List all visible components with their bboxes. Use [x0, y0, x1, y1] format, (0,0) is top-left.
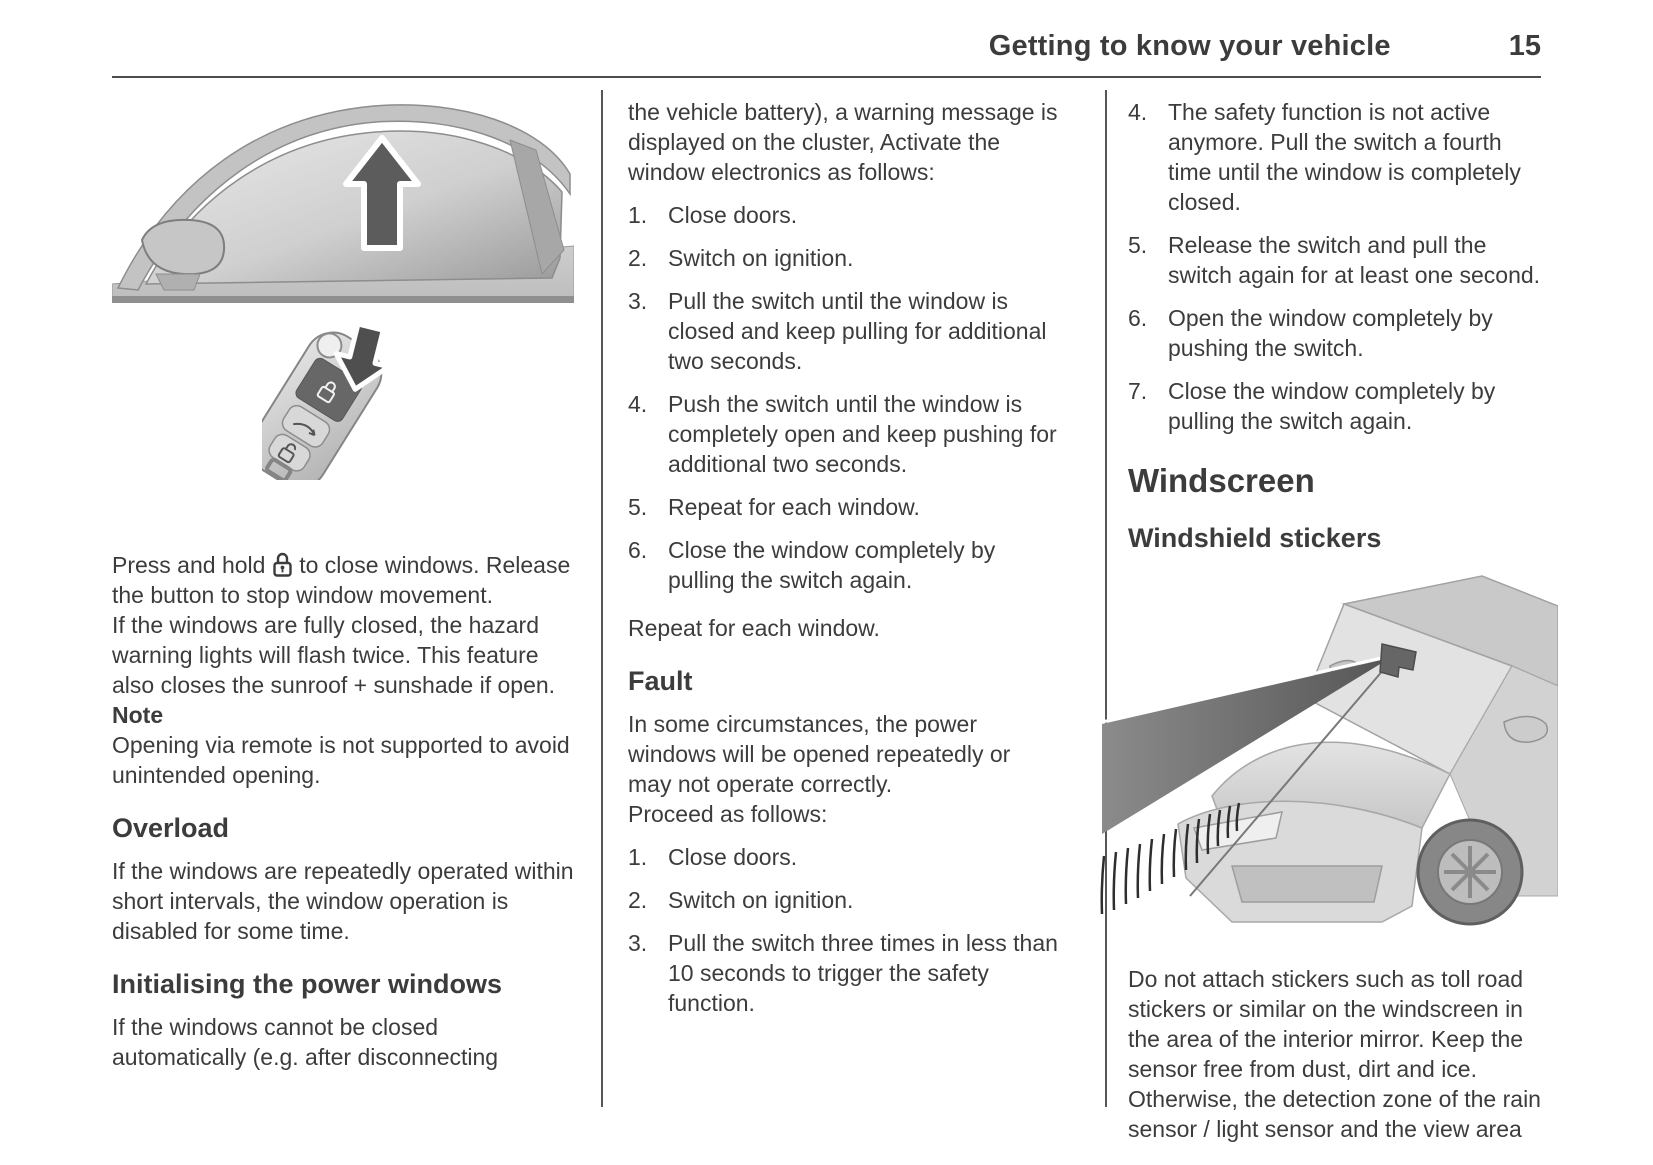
- list-number: 1.: [628, 844, 648, 870]
- list-number: 3.: [628, 288, 648, 314]
- stickers-paragraph: Do not attach stickers such as toll road stickers or similar on the windscreen in the area of the interior mirror. Keep the sensor free from dust, dirt and ice. Otherwise, the detection zone of the rain sensor / light sensor and the view area: [1128, 966, 1541, 1142]
- list-item: [628, 286, 1060, 376]
- column-3: [1128, 88, 1548, 1144]
- column-1: [112, 88, 574, 1072]
- fault-paragraph: In some circumstances, the power windows will be opened repeatedly or may not operate correctly.: [628, 711, 1011, 797]
- list-item: [1128, 230, 1548, 290]
- car-grille: [1232, 866, 1382, 902]
- activate-steps-list: [628, 200, 1060, 595]
- list-number: 4.: [1128, 99, 1148, 125]
- overload-paragraph: If the windows are repeatedly operated within short intervals, the window operation is disabled for some time.: [112, 858, 574, 944]
- list-number: 6.: [628, 537, 648, 563]
- header-rule: [112, 76, 1541, 78]
- list-number: 2.: [628, 245, 648, 271]
- list-text: Switch on ignition.: [668, 245, 854, 271]
- hazard-flash-paragraph: If the windows are fully closed, the hazard warning lights will flash twice. This feature also closes the sunroof + sunshade if open.: [112, 612, 556, 698]
- list-text: The safety function is not active anymore. Pull the switch a fourth time until the window is completely closed.: [1168, 99, 1521, 215]
- list-number: 2.: [628, 887, 648, 913]
- list-item: [628, 389, 1060, 479]
- list-number: 1.: [628, 202, 648, 228]
- para-text: Press and hold: [112, 552, 272, 578]
- window-close-illustration: [112, 88, 574, 312]
- proceed-paragraph: Proceed as follows:: [628, 801, 828, 827]
- list-text: Push the switch until the window is completely open and keep pushing for additional two seconds.: [668, 391, 1057, 477]
- list-number: 6.: [1128, 305, 1148, 331]
- remote-close-paragraph: [112, 550, 574, 610]
- windscreen-sensor-illustration: [1082, 566, 1558, 942]
- lock-icon: [272, 551, 293, 578]
- list-text: Pull the switch until the window is closed and keep pulling for additional two seconds.: [668, 288, 1047, 374]
- list-item: [628, 535, 1060, 595]
- page-header: [112, 30, 1541, 63]
- side-mirror: [142, 220, 224, 274]
- list-item: [628, 243, 1060, 273]
- list-text: Pull the switch three times in less than 10 seconds to trigger the safety function.: [668, 930, 1058, 1016]
- keyfob-illustration: [262, 320, 477, 480]
- list-item: [628, 928, 1060, 1018]
- heading-windscreen: Windscreen: [1128, 462, 1315, 499]
- list-text: Repeat for each window.: [668, 494, 920, 520]
- note-label: Note: [112, 702, 164, 728]
- note-paragraph: Opening via remote is not supported to avoid unintended opening.: [112, 732, 570, 788]
- list-item: [1128, 303, 1548, 363]
- list-text: Close doors.: [668, 844, 798, 870]
- heading-initialising: Initialising the power windows: [112, 969, 503, 999]
- car-front-bumper: [1178, 801, 1422, 922]
- list-item: [628, 842, 1060, 872]
- safety-steps-list: [1128, 97, 1548, 436]
- fault-steps-list: [628, 842, 1060, 1018]
- repeat-paragraph: Repeat for each window.: [628, 615, 880, 641]
- side-mirror-base: [156, 274, 200, 290]
- list-text: Release the switch and pull the switch again for at least one second.: [1168, 232, 1541, 288]
- list-text: Close the window completely by pulling the switch again.: [668, 537, 996, 593]
- list-item: [628, 885, 1060, 915]
- column-2: [628, 88, 1060, 1018]
- list-number: 5.: [628, 494, 648, 520]
- car-rocker-shadow: [112, 296, 574, 303]
- list-number: 5.: [1128, 232, 1148, 258]
- list-item: [628, 492, 1060, 522]
- list-number: 3.: [628, 930, 648, 956]
- list-item: [1128, 97, 1548, 217]
- list-item: [628, 200, 1060, 230]
- heading-overload: Overload: [112, 813, 230, 843]
- page-number: 15: [1508, 30, 1541, 62]
- list-item: [1128, 376, 1548, 436]
- list-text: Switch on ignition.: [668, 887, 854, 913]
- intro-paragraph: the vehicle battery), a warning message is displayed on the cluster, Activate the window electronics as follows:: [628, 99, 1058, 185]
- list-number: 4.: [628, 391, 648, 417]
- page-title: Getting to know your vehicle: [988, 30, 1391, 62]
- list-text: Open the window completely by pushing the switch.: [1168, 305, 1493, 361]
- heading-fault: Fault: [628, 666, 693, 696]
- para-text: to close windows. Release the button to stop window movement.: [112, 552, 571, 608]
- list-text: Close doors.: [668, 202, 798, 228]
- column-divider-left: [601, 90, 603, 1107]
- heading-windshield-stickers: Windshield stickers: [1128, 523, 1382, 553]
- initialising-paragraph: If the windows cannot be closed automatically (e.g. after disconnecting: [112, 1014, 499, 1070]
- list-number: 7.: [1128, 378, 1148, 404]
- list-text: Close the window completely by pulling the switch again.: [1168, 378, 1496, 434]
